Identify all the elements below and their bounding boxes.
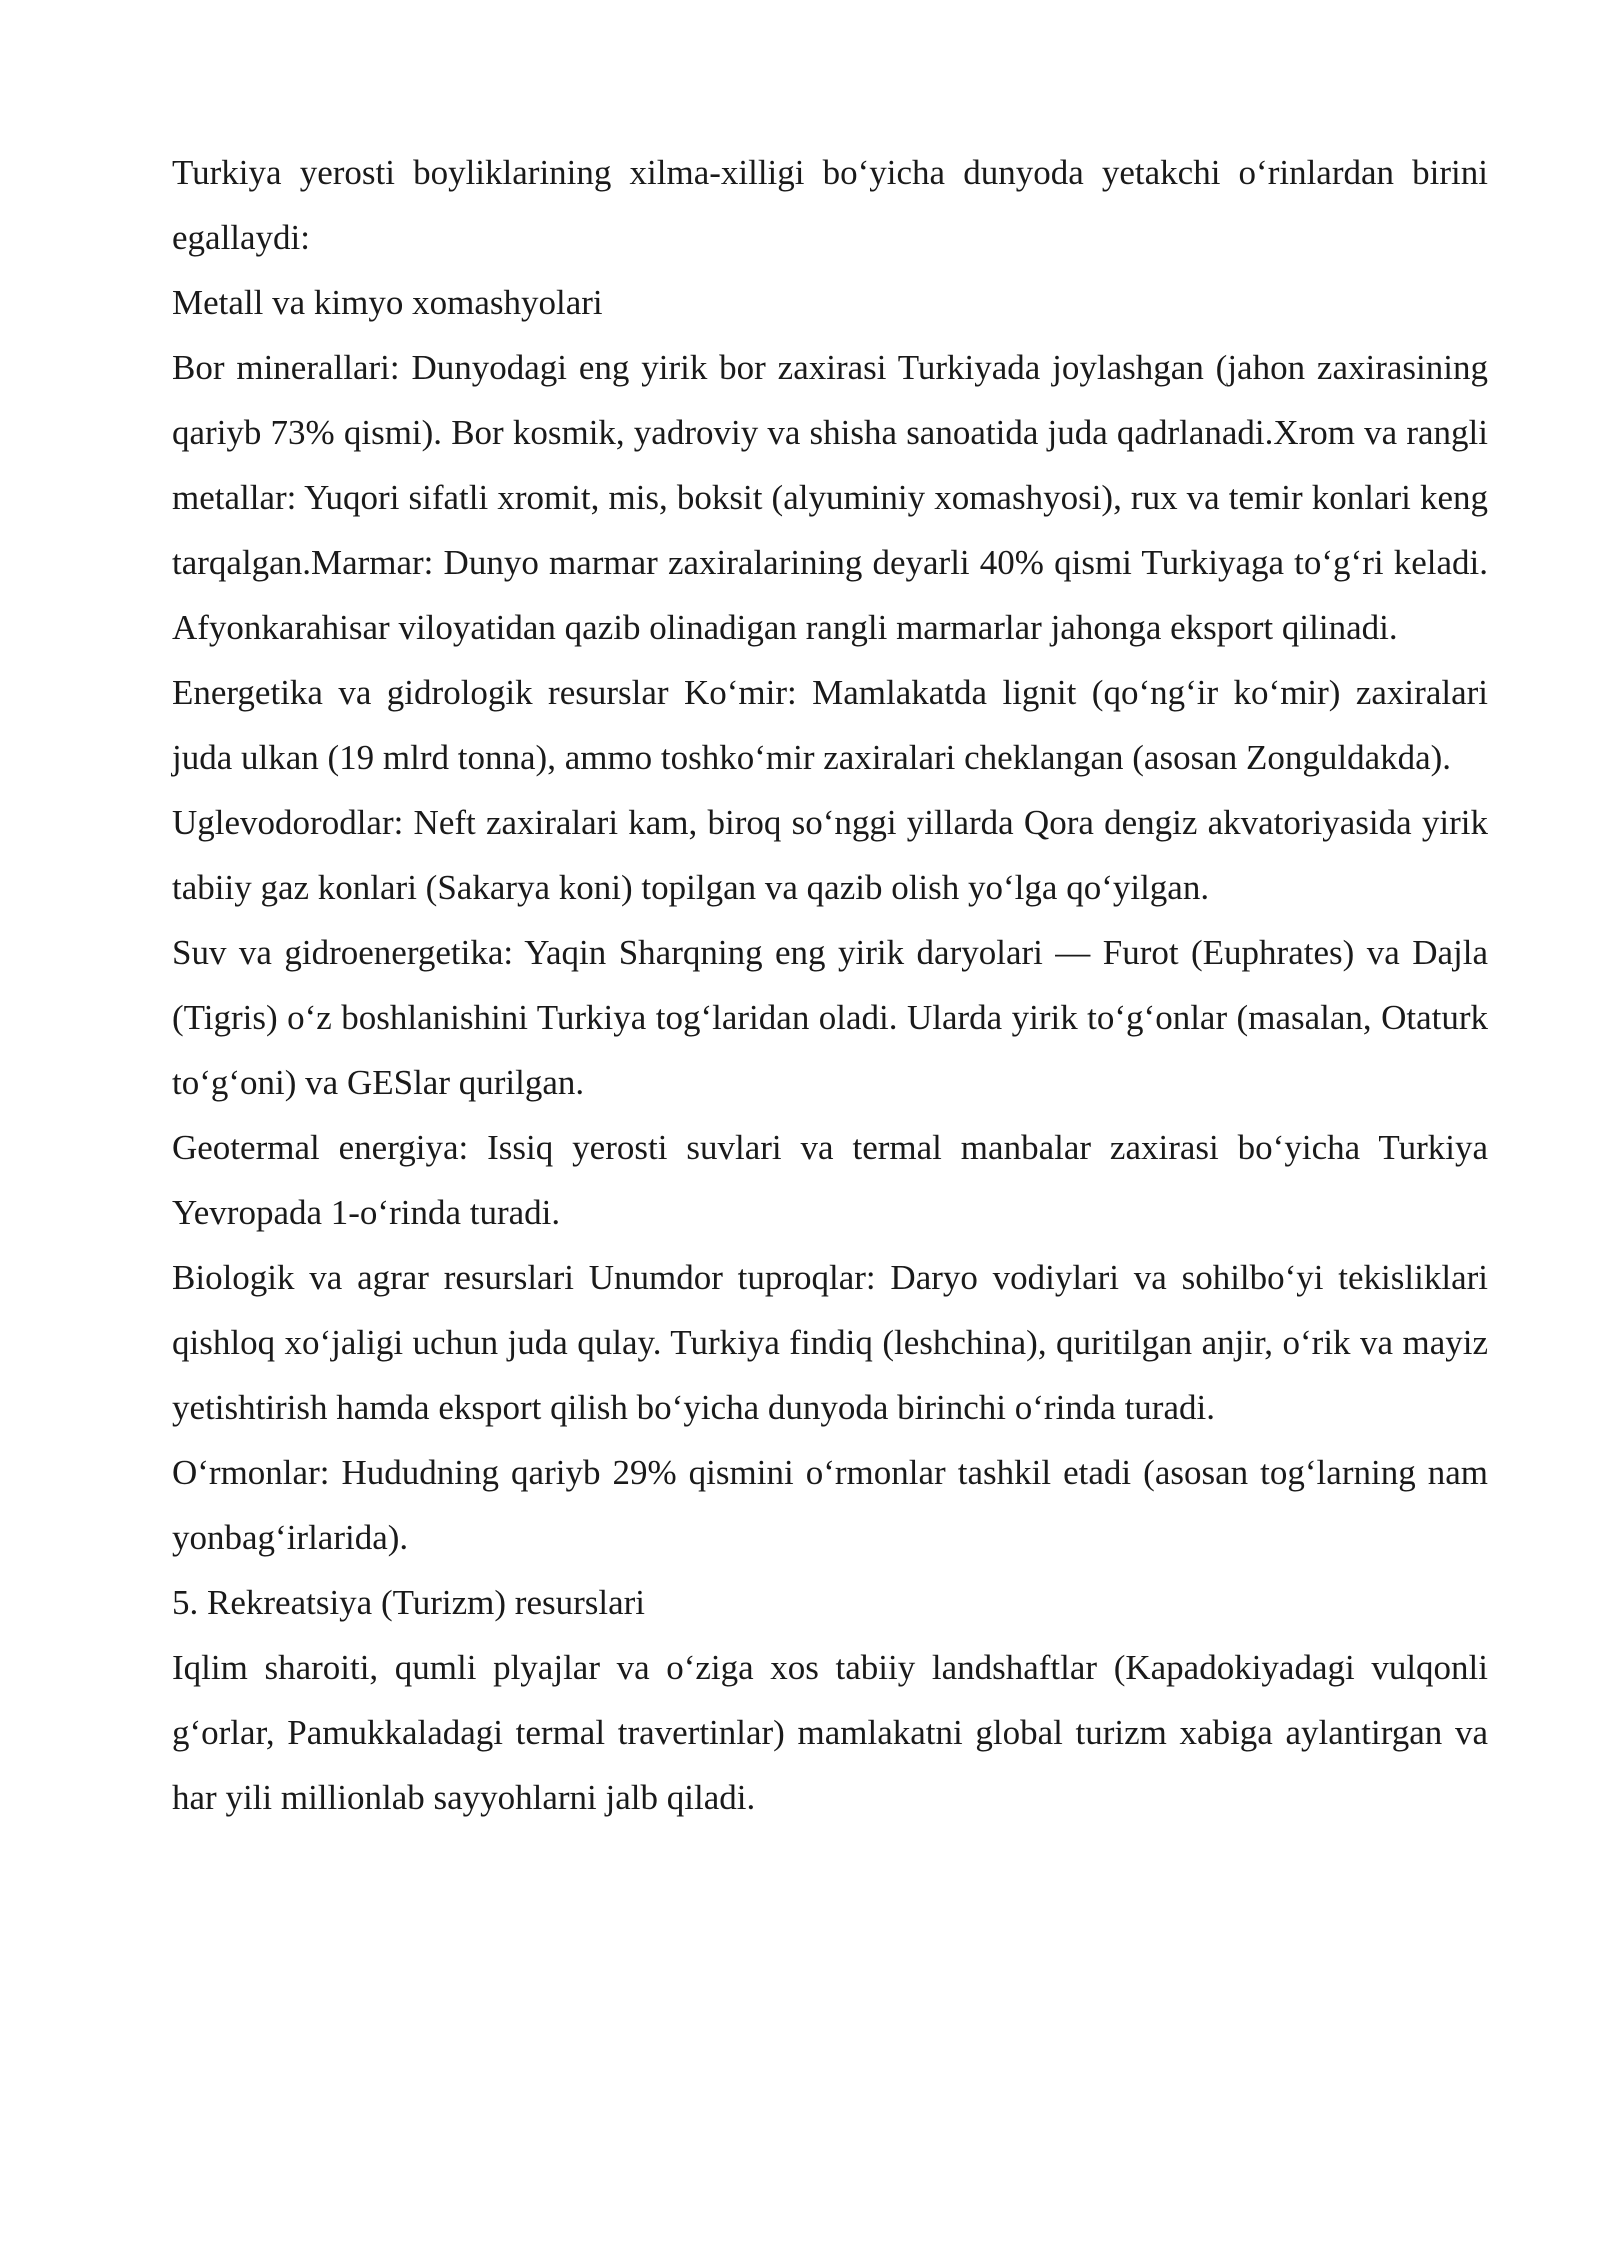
paragraph-water-hydropower: Suv va gidroenergetika: Yaqin Sharqning eng yirik daryolari — Furot (Euphrates) va Dajla (Tigris) o‘z boshlanishini Turkiya tog‘laridan oladi. Ularda yirik to‘g‘onlar (masalan, Otaturk to‘g‘oni) va GESlar qurilgan. (172, 933, 1488, 1102)
paragraph-hydrocarbons: Uglevodorodlar: Neft zaxiralari kam, biroq so‘nggi yillarda Qora dengiz akvatoriyasida yirik tabiiy gaz konlari (Sakarya koni) topilgan va qazib olish yo‘lga qo‘yilgan. (172, 803, 1488, 907)
section-heading-metals: Metall va kimyo xomashyolari (172, 283, 603, 322)
paragraph-forests: O‘rmonlar: Hududning qariyb 29% qismini o‘rmonlar tashkil etadi (asosan tog‘larning nam yonbag‘irlarida). (172, 1453, 1488, 1557)
section-heading-recreation: 5. Rekreatsiya (Turizm) resurslari (172, 1583, 646, 1622)
document-page (172, 140, 1488, 1830)
intro-paragraph: Turkiya yerosti boyliklarining xilma-xilligi bo‘yicha dunyoda yetakchi o‘rinlardan birini egallaydi: (172, 153, 1488, 257)
paragraph-boron-chrome-marble: Bor minerallari: Dunyodagi eng yirik bor zaxirasi Turkiyada joylashgan (jahon zaxirasining qariyb 73% qismi). Bor kosmik, yadroviy va shisha sanoatida juda qadrlanadi.Xrom va rangli metallar: Yuqori sifatli xromit, mis, boksit (alyuminiy xomashyosi), rux va temir konlari keng tarqalgan.Marmar: Dunyo marmar zaxiralarining deyarli 40% qismi Turkiyaga to‘g‘ri keladi. Afyonkarahisar viloyatidan qazib olinadigan rangli marmarlar jahonga eksport qilinadi. (172, 348, 1488, 647)
paragraph-biological-agrarian: Biologik va agrar resurslari Unumdor tuproqlar: Daryo vodiylari va sohilbo‘yi tekisliklari qishloq xo‘jaligi uchun juda qulay. Turkiya findiq (leshchina), quritilgan anjir, o‘rik va mayiz yetishtirish hamda eksport qilish bo‘yicha dunyoda birinchi o‘rinda turadi. (172, 1258, 1488, 1427)
paragraph-geothermal: Geotermal energiya: Issiq yerosti suvlari va termal manbalar zaxirasi bo‘yicha Turkiya Yevropada 1-o‘rinda turadi. (172, 1128, 1488, 1232)
paragraph-energy-coal: Energetika va gidrologik resurslar Ko‘mir: Mamlakatda lignit (qo‘ng‘ir ko‘mir) zaxiralari juda ulkan (19 mlrd tonna), ammo toshko‘mir zaxiralari cheklangan (asosan Zonguldakda). (172, 673, 1488, 777)
paragraph-tourism: Iqlim sharoiti, qumli plyajlar va o‘ziga xos tabiiy landshaftlar (Kapadokiyadagi vulqonli g‘orlar, Pamukkaladagi termal travertinlar) mamlakatni global turizm xabiga aylantirgan va har yili millionlab sayyohlarni jalb qiladi. (172, 1648, 1488, 1817)
